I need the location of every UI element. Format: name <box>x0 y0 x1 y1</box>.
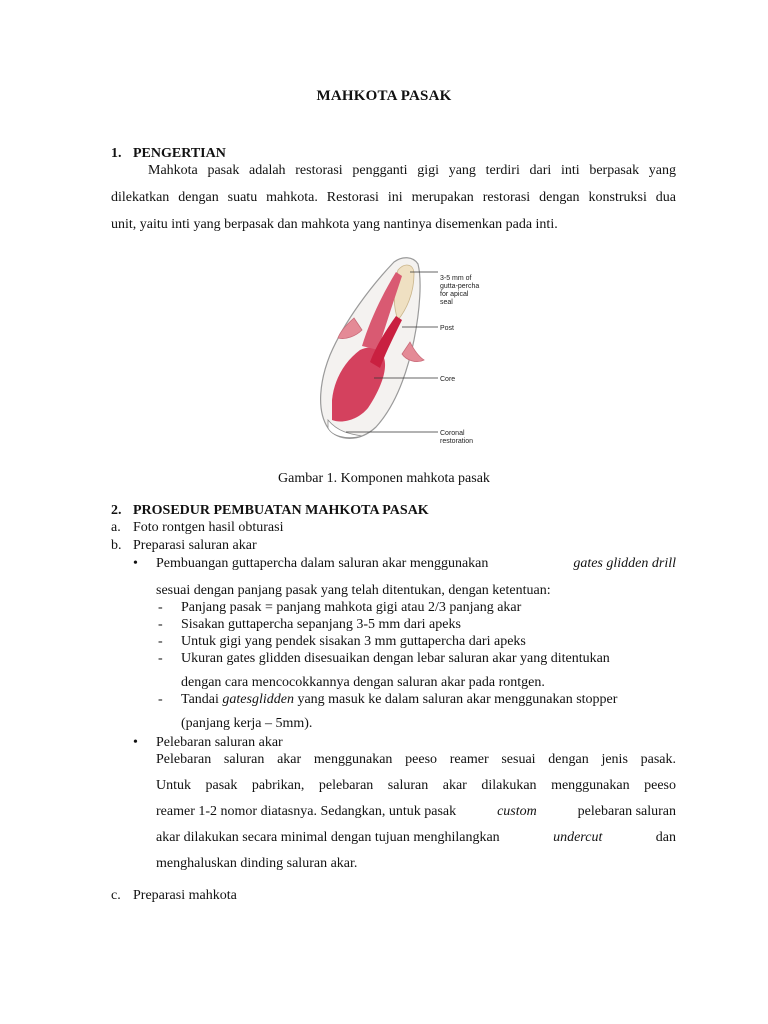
bullet2-line3-pre: reamer 1-2 nomor diatasnya. Sedangkan, untuk pasak <box>156 804 457 819</box>
tooth-diagram <box>310 250 510 450</box>
bullet-marker: • <box>133 735 138 750</box>
bullet2-line: Pelebaran saluran akar menggunakan peeso reamer sesuai dengan jenis pasak. <box>156 752 676 767</box>
bullet2-line4 <box>156 830 676 846</box>
dash-item: Untuk gigi yang pendek sisakan 3 mm guttapercha dari apeks <box>181 634 526 649</box>
dash-marker: - <box>158 692 163 707</box>
figure-label: Coronal <box>440 430 465 437</box>
bullet2-line4-post: dan <box>655 830 676 845</box>
bullet1-line1 <box>156 556 676 572</box>
bullet2-line4-emphasis: undercut <box>553 830 603 845</box>
dash-marker: - <box>158 617 163 632</box>
dash-item: Sisakan guttapercha sepanjang 3-5 mm dari apeks <box>181 617 461 632</box>
bullet2-line: menghaluskan dinding saluran akar. <box>156 856 358 871</box>
dash-item-continuation: (panjang kerja – 5mm). <box>181 716 313 731</box>
dash-item <box>181 692 617 708</box>
dash-item: Panjang pasak = panjang mahkota gigi atau 2/3 panjang akar <box>181 600 522 615</box>
figure-label: 3-5 mm of <box>440 275 472 282</box>
bullet1-line1-text: Pembuangan guttapercha dalam saluran akar menggunakan <box>156 556 489 571</box>
bullet2-heading: Pelebaran saluran akar <box>156 735 283 750</box>
page-title: MAHKOTA PASAK <box>316 88 452 104</box>
dash-marker: - <box>158 634 163 649</box>
item-b-marker: b. <box>111 538 122 553</box>
section1-line: Mahkota pasak adalah restorasi pengganti gigi yang terdiri dari inti berpasak yang <box>148 163 676 178</box>
dash5-emphasis: gatesglidden <box>222 692 294 707</box>
section1-line: unit, yaitu inti yang berpasak dan mahkota yang nantinya disemenkan pada inti. <box>111 217 558 232</box>
figure-label: for apical <box>440 291 469 298</box>
figure-label: gutta-percha <box>440 283 480 290</box>
bullet2-line4-pre: akar dilakukan secara minimal dengan tujuan menghilangkan <box>156 830 500 845</box>
section1-heading: PENGERTIAN <box>133 146 226 161</box>
dash-marker: - <box>158 651 163 666</box>
bullet-marker: • <box>133 556 138 571</box>
dash5-post: yang masuk ke dalam saluran akar menggunakan stopper <box>297 692 618 707</box>
item-c-marker: c. <box>111 888 121 903</box>
bullet2-line3-post: pelebaran saluran <box>577 804 676 819</box>
figure-label-post: Post <box>440 325 455 332</box>
section2-heading: PROSEDUR PEMBUATAN MAHKOTA PASAK <box>133 503 429 518</box>
figure-caption: Gambar 1. Komponen mahkota pasak <box>278 471 490 486</box>
bullet1-line1-emphasis: gates glidden drill <box>573 556 676 571</box>
dash-marker: - <box>158 600 163 615</box>
item-a-marker: a. <box>111 520 121 535</box>
dash5-pre: Tandai <box>181 692 219 707</box>
bullet2-line3 <box>156 804 676 820</box>
bullet2-line3-emphasis: custom <box>497 804 537 819</box>
figure-label: restoration <box>440 438 474 445</box>
bullet2-line: Untuk pasak pabrikan, pelebaran saluran akar dilakukan menggunakan peeso <box>156 778 676 793</box>
dash-item: Ukuran gates glidden disesuaikan dengan lebar saluran akar yang ditentukan <box>181 651 610 666</box>
figure-label-core: Core <box>440 376 456 383</box>
section2-number: 2. <box>111 503 122 518</box>
item-a-text: Foto rontgen hasil obturasi <box>133 520 284 535</box>
dash-item-continuation: dengan cara mencocokkannya dengan saluran akar pada rontgen. <box>181 675 545 690</box>
section1-number: 1. <box>111 146 122 161</box>
section1-line: dilekatkan dengan suatu mahkota. Restorasi ini merupakan restorasi dengan konstruksi dua <box>111 190 676 205</box>
figure-label: seal <box>440 299 453 306</box>
item-c-text: Preparasi mahkota <box>133 888 237 903</box>
bullet1-line2: sesuai dengan panjang pasak yang telah ditentukan, dengan ketentuan: <box>156 583 551 598</box>
item-b-text: Preparasi saluran akar <box>133 538 257 553</box>
